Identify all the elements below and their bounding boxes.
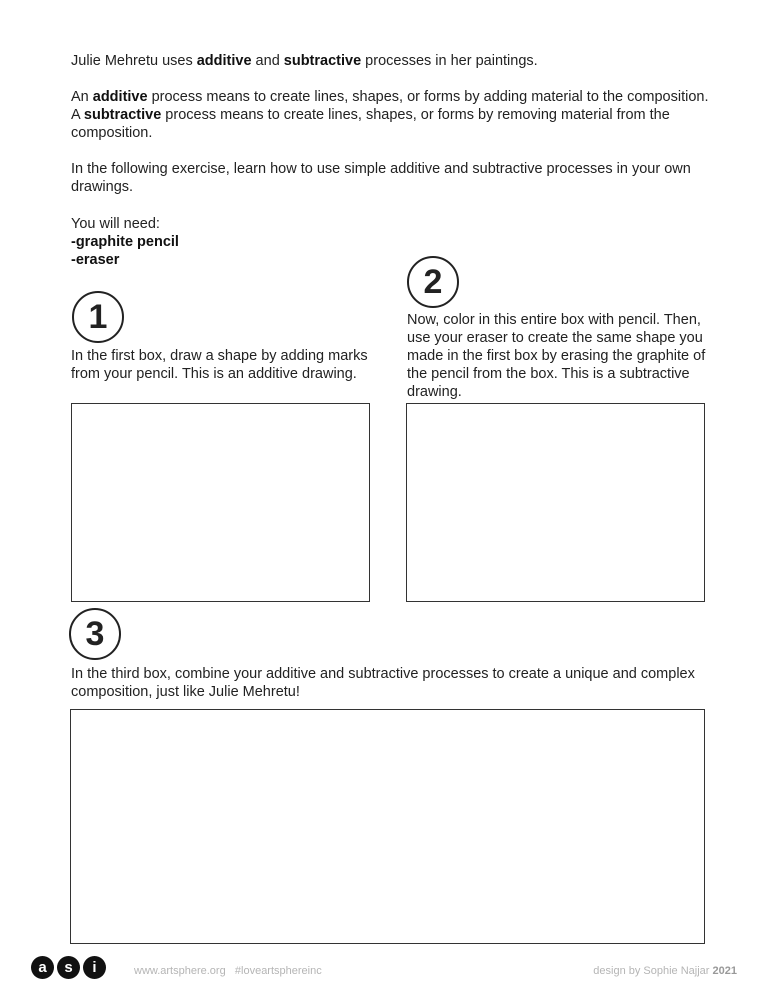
footer-links <box>134 965 322 977</box>
drawing-box-2[interactable] <box>406 403 705 602</box>
footer-credit: design by Sophie Najjar 2021 <box>593 965 737 977</box>
logo-letter: i <box>83 956 106 979</box>
asi-logo <box>31 953 106 983</box>
material-item: -eraser <box>71 252 120 268</box>
logo-letter: s <box>57 956 80 979</box>
step-2-instructions: Now, color in this entire box with pencil. Then, use your eraser to create the same shape you made in the first box by erasing the graphite of the pencil from the box. This is a subtractive drawing. <box>407 312 706 400</box>
materials-label: You will need: <box>71 216 160 232</box>
step-1-number: 1 <box>72 291 124 343</box>
intro-line-1: Julie Mehretu uses additive and subtractive processes in her paintings. <box>71 53 538 69</box>
logo-letter: a <box>31 956 54 979</box>
hashtag: #loveartsphereinc <box>234 965 322 977</box>
drawing-box-1[interactable] <box>71 403 370 602</box>
intro-exercise: In the following exercise, learn how to use simple additive and subtractive processes in your own drawings. <box>71 161 691 195</box>
materials-list <box>71 215 179 269</box>
drawing-box-3[interactable] <box>70 709 705 944</box>
step-3-number: 3 <box>69 608 121 660</box>
intro-definitions: An additive process means to create lines, shapes, or forms by adding material to the composition. A subtractive process means to create lines, shapes, or forms by removing material from the composition. <box>71 89 709 141</box>
step-2-number: 2 <box>407 256 459 308</box>
website-link[interactable]: www.artsphere.org <box>134 965 226 977</box>
credit-year: 2021 <box>712 965 737 977</box>
material-item: -graphite pencil <box>71 234 179 250</box>
step-1-instructions: In the first box, draw a shape by adding marks from your pencil. This is an additive drawing. <box>71 348 368 382</box>
step-3-instructions: In the third box, combine your additive and subtractive processes to create a unique and complex composition, just like Julie Mehretu! <box>71 666 695 700</box>
